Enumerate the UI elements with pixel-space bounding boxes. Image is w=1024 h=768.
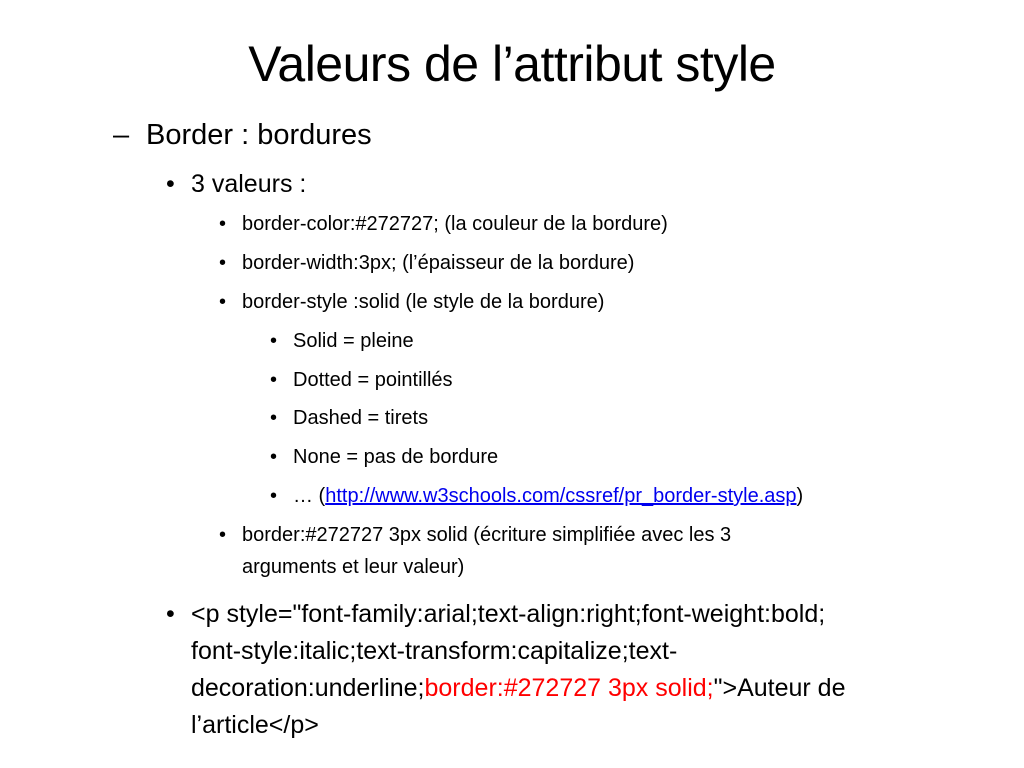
bullet-icon: • xyxy=(270,369,278,391)
shorthand-line-1: border:#272727 3px solid (écriture simplifiée avec les 3 xyxy=(242,524,732,546)
example-line-3 xyxy=(191,670,846,706)
example-line-3-start: decoration:underline; xyxy=(191,674,425,702)
values-heading: 3 valeurs : xyxy=(191,170,307,198)
slide-title: Valeurs de l’attribut style xyxy=(248,36,776,92)
list-item-border-width: border-width:3px; (l’épaisseur de la bordure) xyxy=(242,252,635,274)
bullet-icon: • xyxy=(270,446,278,468)
bullet-icon: • xyxy=(270,485,278,507)
bullet-icon: • xyxy=(166,170,175,198)
more-suffix: ) xyxy=(796,485,804,507)
bullet-icon: • xyxy=(219,524,227,546)
bullet-icon: • xyxy=(219,291,227,313)
example-line-1: <p style="font-family:arial;text-align:right;font-weight:bold; xyxy=(191,600,826,628)
more-prefix: … ( xyxy=(293,485,326,507)
list-item-solid: Solid = pleine xyxy=(293,330,414,352)
bullet-icon: • xyxy=(270,330,278,352)
example-line-2: font-style:italic;text-transform:capitalize;text- xyxy=(191,637,678,665)
list-item-more xyxy=(293,481,803,511)
bullet-icon: • xyxy=(219,252,227,274)
bullet-icon: • xyxy=(270,407,278,429)
border-heading: Border : bordures xyxy=(146,119,372,151)
example-line-4: l’article</p> xyxy=(191,711,319,739)
bullet-icon: • xyxy=(166,600,175,628)
shorthand-line-2: arguments et leur valeur) xyxy=(242,556,465,578)
list-item-border-color: border-color:#272727; (la couleur de la bordure) xyxy=(242,213,668,235)
dash-bullet: – xyxy=(113,119,130,151)
w3schools-link[interactable]: http://www.w3schools.com/cssref/pr_border-style.asp xyxy=(325,485,797,507)
list-item-none: None = pas de bordure xyxy=(293,446,499,468)
list-item-dotted: Dotted = pointillés xyxy=(293,369,453,391)
example-line-3-end: ">Auteur de xyxy=(713,674,846,702)
bullet-icon: • xyxy=(219,213,227,235)
list-item-border-style: border-style :solid (le style de la bordure) xyxy=(242,291,605,313)
example-highlight: border:#272727 3px solid; xyxy=(424,674,714,702)
list-item-dashed: Dashed = tirets xyxy=(293,407,429,429)
